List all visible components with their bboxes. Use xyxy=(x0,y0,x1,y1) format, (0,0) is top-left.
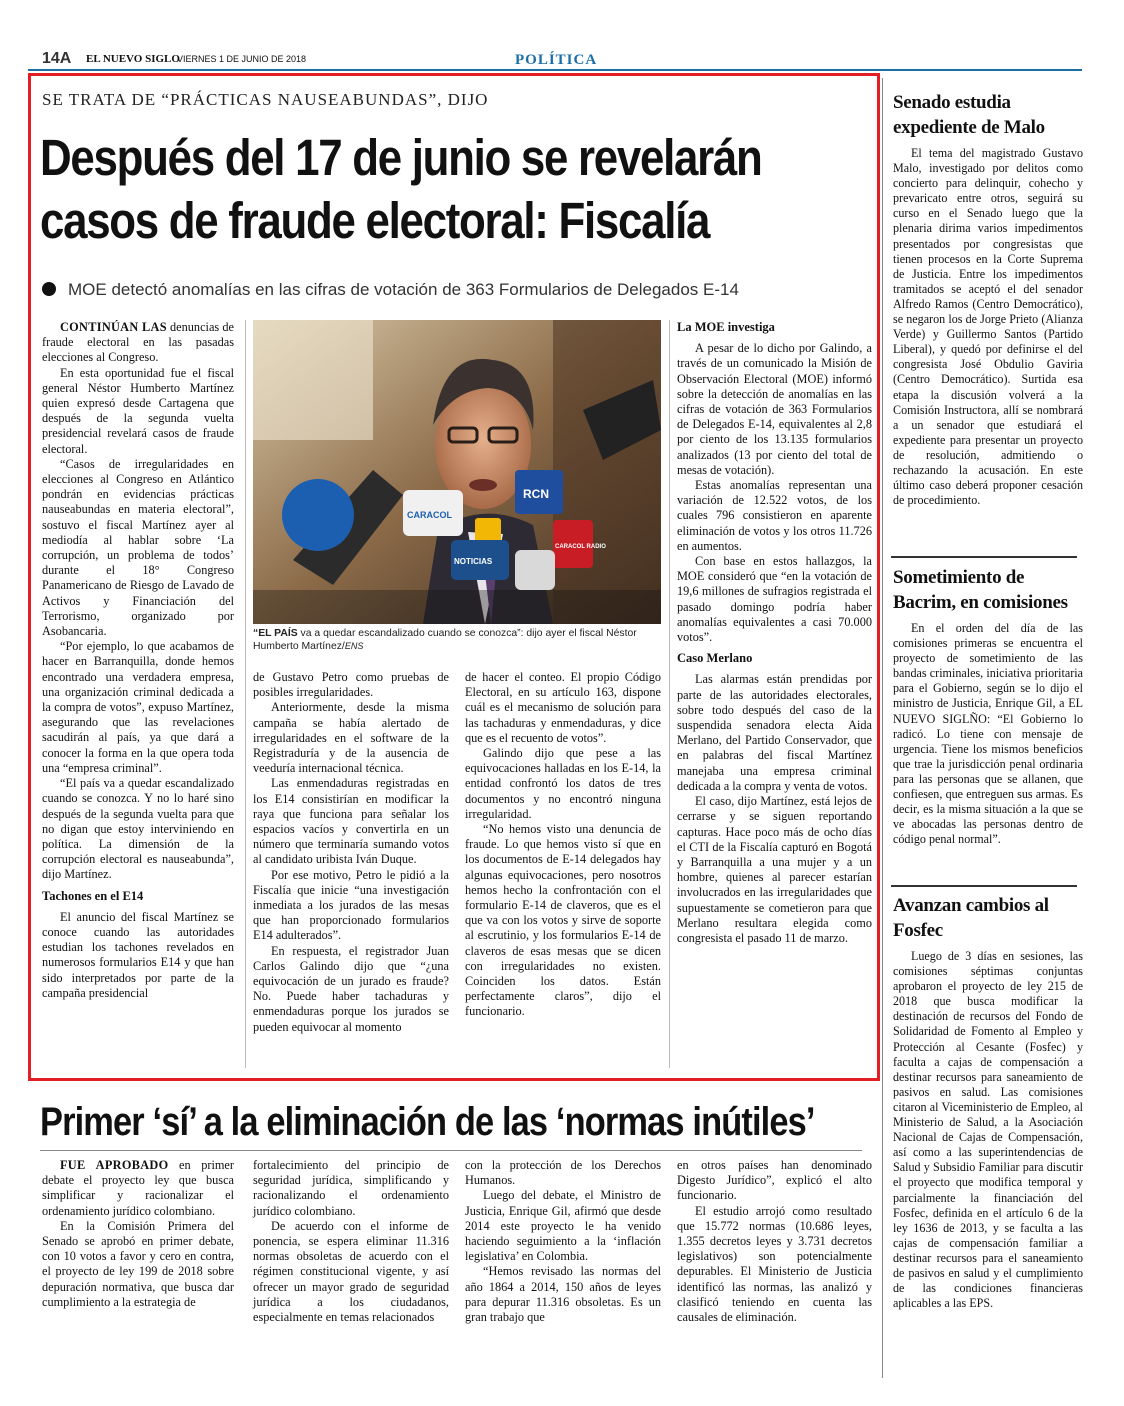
article-subhead xyxy=(42,280,739,300)
brief-text: En el orden del día de las comisiones primeras se encuentra el proyecto de sometimiento de las bandas criminales, iniciativa prioritaria para el Gobierno, según se lo dijo el ministro de Justicia, Enrique Gil, a EL NUEVO SIGLÑO: “El Gobierno lo radicó. Lo tiene con mensaje de urgencia. Tiene los mismos beneficios que trae la jurisdicción penal ordinaria para las personas que se allanen, que confiesen, que entreguen sus armas. Es decir, es la misma situación a la que se ve abocadas las personas dentro de código penal normal”. xyxy=(893,621,1083,847)
article-column-4 xyxy=(677,320,872,946)
paragraph: Las alarmas están prendidas por parte de las autoridades electorales, sobre todo después del caso de la suspendida senadora electa Aida Merlano, del Partido Conservador, que en palabras del fiscal Martínez manejaba una empresa criminal dedicada a la compra y venta de votos. xyxy=(677,672,872,793)
paragraph: El caso, dijo Martínez, está lejos de cerrarse y se siguen reportando capturas. Hace poco más de ocho días el CTI de la Fiscalía capturó en Bogotá y Barranquilla a una mujer y a un hombre, quienes al parecer estarían involucrados en las irregularidades que supuestamente se cometieron para que Merlano resultara elegida como congresista el pasado 11 de marzo. xyxy=(677,794,872,945)
subhead-text: MOE detectó anomalías en las cifras de votación de 363 Formularios de Delegados E-14 xyxy=(68,280,739,299)
paragraph: En la Comisión Primera del Senado se aprobó en primer debate, con 10 votos a favor y cero en contra, el proyecto de ley 199 de 2018 sobre depuración normativa, que busca dar cumplimiento a la estrategia de xyxy=(42,1218,234,1309)
paragraph: Las enmendaduras registradas en los E14 consistirían en modificar la raya que funciona para señalar los espacios vacíos y convertirla en un número que terminaría sumando votos al candidato uribista Iván Duque. xyxy=(253,776,449,867)
section-name: POLÍTICA xyxy=(515,52,598,68)
mic-label: NOTICIAS xyxy=(454,557,493,566)
lead-in: CONTINÚAN LAS xyxy=(60,320,167,334)
column-rule xyxy=(245,320,246,1068)
paragraph: Galindo dijo que pese a las equivocaciones halladas en los E-14, la entidad confrontó los datos de tres documentos y no encontró ninguna irregularidad. xyxy=(465,746,661,821)
paragraph: en otros países han denominado Digesto Jurídico”, explicó el alto funcionario. xyxy=(677,1158,872,1203)
second-column-2 xyxy=(253,1158,449,1325)
masthead-rule xyxy=(28,69,1082,71)
paper-name: EL NUEVO SIGLO xyxy=(86,53,180,65)
mic-label: RCN xyxy=(523,487,549,501)
paragraph: A pesar de lo dicho por Galindo, a través de un comunicado la Misión de Observación Electoral (MOE) informó sobre la detección de anomalías en las cifras de votación de 363 Formularios de Delegados E-14, equivalentes al 2,8 por ciento de los 13.135 formularios analizados (13 por ciento del total de mesas de votación). xyxy=(677,341,872,477)
second-column-4 xyxy=(677,1158,872,1325)
paragraph: “El país va a quedar escandalizado cuando se conozca. Y no lo haré sino después de la segunda vuelta para que no digan que estoy interviniendo en política. La dimensión de la corrupción electoral es nauseabunda”, dijo Martínez. xyxy=(42,776,234,882)
bullet-icon xyxy=(42,282,56,296)
paragraph: “Casos de irregularidades en elecciones al Congreso en Atlántico pondrán en evidencias prácticas nauseabundas en materia electoral”, sostuvo el fiscal Martínez ayer al mediodía al hablar sobre ‘La corrupción, un problema de todos’ durante el 18° Congreso Panamericano de Riesgo de Lavado de Activos y Financiación del Terrorismo, organizado por Asobancaria. xyxy=(42,456,234,639)
paragraph: En respuesta, el registrador Juan Carlos Galindo dijo que “¿una equivocación de un jurado es fraude? No. Puede haber tachaduras y enmendaduras porque los jurados se pueden equivocar al momento xyxy=(253,943,449,1034)
paragraph: de Gustavo Petro como pruebas de posibles irregularidades. xyxy=(253,670,449,700)
column-rule xyxy=(669,320,670,1068)
mic-label: CARACOL RADIO xyxy=(555,544,606,550)
subheading-moe: La MOE investiga xyxy=(677,320,775,334)
photo-credit: ENS xyxy=(344,641,364,651)
second-column-3 xyxy=(465,1158,661,1325)
article-photo xyxy=(253,320,661,624)
article-column-3 xyxy=(465,670,661,1020)
sidebar-brief-malo xyxy=(893,90,1083,508)
page-number: 14A xyxy=(42,50,72,67)
paragraph: Luego del debate, el Ministro de Justicia, Enrique Gil, afirmó que desde 2014 este proyecto le ha venido haciendo seguimiento a la ‘inflación legislativa’ en Colombia. xyxy=(465,1188,661,1264)
brief-title: Sometimiento de Bacrim, en comisiones xyxy=(893,567,1068,613)
article-column-1 xyxy=(42,320,234,1001)
second-column-1 xyxy=(42,1158,234,1310)
brief-title: Avanzan cambios al Fosfec xyxy=(893,895,1049,941)
brief-text: El tema del magistrado Gustavo Malo, investigado por delitos como concierto para delinquir, cohecho y prevaricato entre otros, seguirá su curso en el Senado luego que la plenaria dirima varios impedimentos presentados por congresistas que tienen procesos en la Corte Suprema de Justicia. Entre los impedimentos tramitados se aceptó el del senador Alfredo Ramos (Centro Democrático), se negaron los de Jorge Prieto (Alianza Verde) y Guillermo Santos (Partido Liberal), y quedó por definirse el del congresista José Obdulio Gaviria (Centro Democrático). Surtida esa etapa la discusión volverá a la Comisión Instructora, allí se nombrará a un senador que estudiará el expediente para presentar un proyecto de resolución, admitiendo o rechazando la acusación. En este último caso deberá proponer cesación de procedimiento. xyxy=(893,146,1083,508)
paragraph: En esta oportunidad fue el fiscal general Néstor Humberto Martínez quien expresó desde Cartagena que después de la segunda vuelta presidencial revelará casos de fraude electoral. xyxy=(42,365,234,456)
paragraph: “Hemos revisado las normas del año 1864 a 2014, 150 años de leyes para depurar 11.316 obsoletas. Es un gran trabajo que xyxy=(465,1264,661,1325)
brief-divider xyxy=(891,556,1077,558)
second-headline: Primer ‘sí’ a la eliminación de las ‘normas inútiles’ xyxy=(40,1100,815,1144)
brief-divider xyxy=(891,885,1077,887)
sidebar-brief-fosfec xyxy=(893,893,1083,1311)
paragraph: De acuerdo con el informe de ponencia, se espera eliminar 11.316 normas obsoletas de acuerdo con el régimen constitucional vigente, y así ofrecer un mayor grado de seguridad jurídica a los ciudadanos, especialmente en temas relacionados xyxy=(253,1218,449,1325)
paragraph: de hacer el conteo. El propio Código Electoral, en su artículo 163, dispone cuál es el mecanismo de solución para las tachaduras y enmendaduras, y dice que es el recuento de votos”. xyxy=(465,670,661,745)
paragraph: El anuncio del fiscal Martínez se conoce cuando las autoridades estudian los tachones revelados en numerosos formularios E14 y que han sido interpretados por parte de la campaña presidencial xyxy=(42,909,234,1000)
paragraph: FUE APROBADO en primer debate el proyecto ley que busca simplificar y racionalizar el ordenamiento jurídico colombiano. xyxy=(42,1158,234,1218)
headline-rule xyxy=(40,1150,862,1151)
paragraph: Anteriormente, desde la misma campaña se había alertado de irregularidades en el software de la Registraduría y de la ausencia de veeduría internacional técnica. xyxy=(253,700,449,776)
paragraph: con la protección de los Derechos Humanos. xyxy=(465,1158,661,1188)
mic-label: CARACOL xyxy=(407,510,452,520)
paragraph: Por ese motivo, Petro le pidió a la Fiscalía que inicie “una investigación inmediata a los jurados de las mesas que han proporcionado formularios E14 adulterados”. xyxy=(253,867,449,943)
paragraph: “No hemos visto una denuncia de fraude. Lo que hemos visto sí que en los documentos de E-14 delegados hay algunas equivocaciones, pero nosotros hemos hecho la confrontación con el formulario E-14 de claveros, que es el que va con los votos y sirve de soporte al escrutinio, y los formularios E-14 de claveros de esas mesas que se dicen con irregularidades no existen. Coinciden los datos. Están perfectamente claros”, dijo el funcionario. xyxy=(465,822,661,1019)
headline-line-1: Después del 17 de junio se revelarán xyxy=(40,129,762,186)
headline-line-2: casos de fraude electoral: Fiscalía xyxy=(40,192,710,249)
paragraph: Con base en estos hallazgos, la MOE consideró que “en la votación de 19,6 millones de sufragios registrada el pasado domingo podría haber anomalías equivalentes a casi 70.000 votos”. xyxy=(677,554,872,645)
sidebar-brief-bacrim xyxy=(893,565,1083,847)
issue-date: VIERNES 1 DE JUNIO DE 2018 xyxy=(177,54,307,64)
paragraph: CONTINÚAN LAS denuncias de fraude electoral en las pasadas elecciones al Congreso. xyxy=(42,320,234,365)
paragraph: fortalecimiento del principio de seguridad jurídica, simplificando y racionalizando el ordenamiento jurídico colombiano. xyxy=(253,1158,449,1218)
paragraph: Estas anomalías representan una variación de 12.522 votos, de los cuales 796 consistieron en aparente eliminación de votos y los otros 11.726 en aumentos. xyxy=(677,478,872,553)
paragraph: El estudio arrojó como resultado que 15.772 normas (10.686 leyes, 1.355 decretos leyes y 3.731 decretos legislativos) son potencialmente depurables. El Ministerio de Justicia identificó las normas, las analizó y clasificó teniendo en cuenta las causales de eliminación. xyxy=(677,1203,872,1325)
subheading-tachones: Tachones en el E14 xyxy=(42,888,144,903)
article-headline xyxy=(40,126,762,252)
article-kicker: SE TRATA DE “PRÁCTICAS NAUSEABUNDAS”, DIJO xyxy=(42,90,489,109)
brief-title: Senado estudia expediente de Malo xyxy=(893,92,1045,138)
lead-in: FUE APROBADO xyxy=(60,1158,169,1172)
photo-caption: “EL PAÍS va a quedar escandalizado cuando se conozca”: dijo ayer el fiscal Néstor Humberto Martínez/ENS xyxy=(253,628,637,652)
article-column-2 xyxy=(253,670,449,1035)
brief-text: Luego de 3 días en sesiones, las comisiones séptimas conjuntas aprobaron el proyecto de ley 215 de 2018 que busca modificar la destinación de recursos del Fondo de Solidaridad de Fomento al Empleo y Protección al Cesante (Fosfec) y faculta a cajas de compensación a destinar recursos para saneamiento de pasivos en salud. Las comisiones citaron al Viceministerio de Empleo, al Ministerio de Salud, a la Asociación Nacional de Cajas de Compensación, así como a las superintendencias de Salud y Subsidio Familiar para discutir el proyecto que modifica temporal y parcialmente la financiación del Fosfec, definida en el artículo 6 de la ley 1636 de 2013, y se faculta a las cajas de compensación familiar a destinar recursos para el saneamiento de pasivos en salud y el cumplimiento de las condiciones financieras aplicables a las EPS. xyxy=(893,949,1083,1311)
paragraph: “Por ejemplo, lo que acabamos de hacer en Barranquilla, donde hemos encontrado una verdadera empresa, una organización criminal dedicada a la compra de votos”, expuso Martínez, asegurando que las revelaciones sacudirán al país, ya que dará a conocer la forma en la que opera toda una “empresa criminal”. xyxy=(42,639,234,775)
subheading-merlano: Caso Merlano xyxy=(677,651,753,666)
photo-illustration xyxy=(253,320,661,624)
